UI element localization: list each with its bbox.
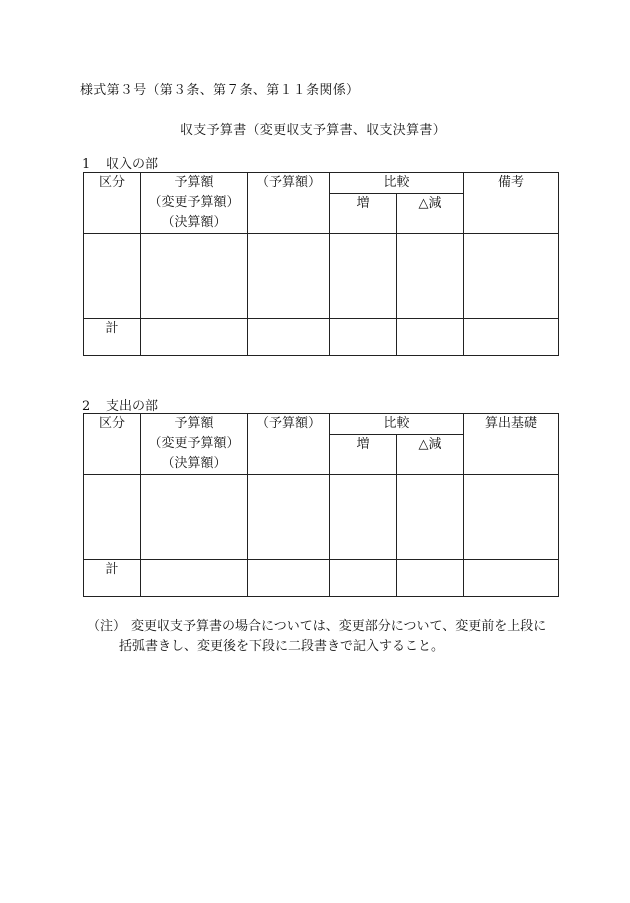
expense-total-cell: [141, 560, 248, 597]
footnote-mark: （注）: [87, 619, 127, 634]
expense-budget-line-3: （決算額）: [161, 456, 227, 471]
footnote-text: 変更収支予算書の場合については、変更部分について、変更前を上段に括弧書きし、変更後を下段に二段書きで記入すること。: [119, 619, 547, 654]
income-cell: [141, 234, 248, 319]
income-cell: [397, 234, 464, 319]
income-budget-line-3: （決算額）: [161, 215, 227, 230]
expense-col-increase: 増: [330, 435, 397, 475]
income-cell: [248, 234, 330, 319]
expense-total-label: 計: [84, 560, 141, 597]
expense-cell: [84, 475, 141, 560]
expense-cell: [330, 475, 397, 560]
income-heading-number: 1: [82, 157, 91, 172]
expense-cell: [141, 475, 248, 560]
income-cell: [84, 234, 141, 319]
expense-col-prev-budget: （予算額）: [248, 414, 330, 475]
income-total-cell: [330, 319, 397, 356]
income-table: [83, 172, 559, 356]
expense-total-cell: [464, 560, 559, 597]
expense-cell: [464, 475, 559, 560]
document-title: 収支予算書（変更収支予算書、収支決算書）: [180, 123, 447, 138]
expense-cell: [397, 475, 464, 560]
income-budget-line-1: 予算額: [174, 175, 214, 190]
form-number: 様式第３号（第３条、第７条、第１１条関係）: [80, 83, 360, 98]
income-col-increase: 増: [330, 194, 397, 234]
income-col-remarks: 備考: [464, 173, 559, 234]
income-col-comparison: 比較: [330, 173, 464, 194]
income-cell: [464, 234, 559, 319]
income-cell: [330, 234, 397, 319]
income-col-prev-budget: （予算額）: [248, 173, 330, 234]
income-body-row: [84, 234, 559, 319]
expense-col-category: 区分: [84, 414, 141, 475]
income-col-category: 区分: [84, 173, 141, 234]
income-total-row: [84, 319, 559, 356]
income-heading-text: 収入の部: [106, 157, 159, 172]
expense-total-cell: [397, 560, 464, 597]
expense-col-calculation-basis: 算出基礎: [464, 414, 559, 475]
expense-budget-line-1: 予算額: [174, 416, 214, 431]
expense-section-heading: [82, 395, 158, 414]
income-total-cell: [397, 319, 464, 356]
expense-budget-line-2: （変更予算額）: [148, 436, 240, 451]
income-col-decrease: △減: [397, 194, 464, 234]
income-total-cell: [464, 319, 559, 356]
expense-table: [83, 413, 559, 597]
income-total-cell: [141, 319, 248, 356]
income-col-budget: [141, 173, 248, 234]
expense-col-decrease: △減: [397, 435, 464, 475]
expense-total-cell: [330, 560, 397, 597]
expense-cell: [248, 475, 330, 560]
expense-heading-number: 2: [82, 399, 91, 414]
expense-header-row: [84, 414, 559, 435]
expense-body-row: [84, 475, 559, 560]
income-total-label: 計: [84, 319, 141, 356]
expense-heading-text: 支出の部: [106, 399, 159, 414]
income-section-heading: [82, 153, 158, 172]
expense-col-budget: [141, 414, 248, 475]
income-total-cell: [248, 319, 330, 356]
expense-total-row: [84, 560, 559, 597]
expense-col-comparison: 比較: [330, 414, 464, 435]
expense-total-cell: [248, 560, 330, 597]
income-budget-line-2: （変更予算額）: [148, 195, 240, 210]
income-header-row: [84, 173, 559, 194]
